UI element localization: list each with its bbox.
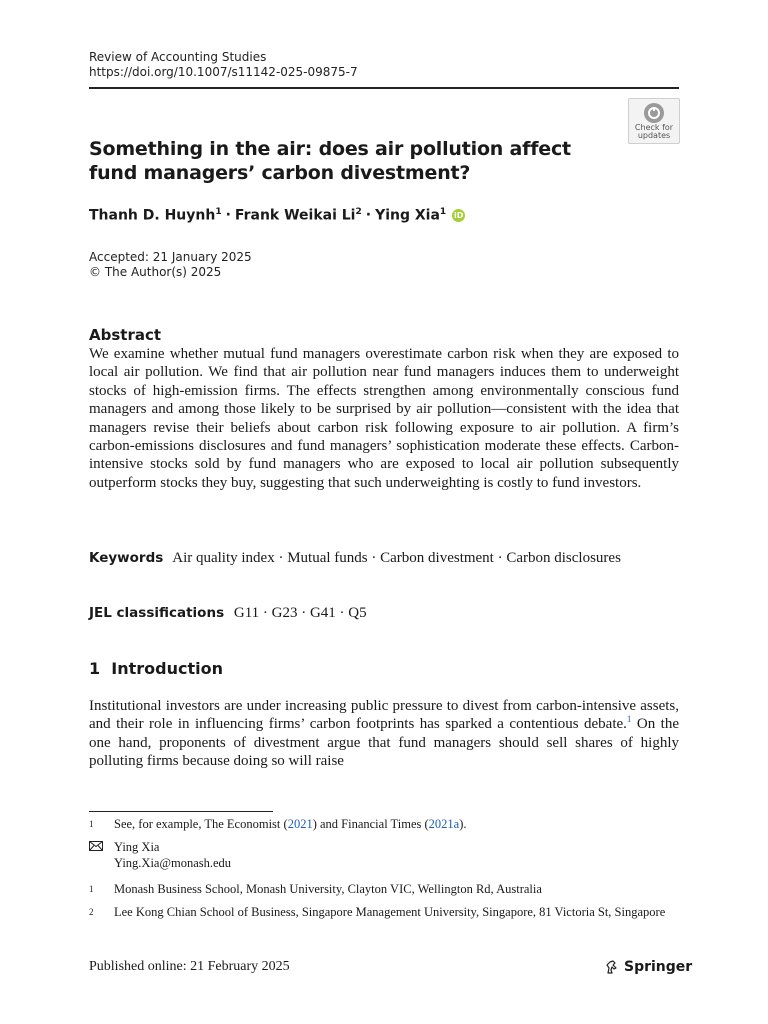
jel-label: JEL classifications bbox=[89, 605, 225, 621]
author-list bbox=[89, 207, 465, 224]
journal-doi[interactable]: https://doi.org/10.1007/s11142-025-09875-7 bbox=[89, 65, 358, 79]
jel-text: G11 · G23 · G41 · Q5 bbox=[233, 605, 367, 621]
orcid-icon[interactable]: iD bbox=[453, 210, 464, 220]
footnote-number: 1 bbox=[89, 819, 94, 829]
publisher-logo bbox=[604, 959, 692, 975]
author-separator: · bbox=[225, 207, 231, 224]
keywords-label: Keywords bbox=[89, 550, 164, 566]
header-rule bbox=[89, 87, 679, 89]
publisher-name: Springer bbox=[624, 959, 693, 975]
citation-link[interactable]: 2021 bbox=[287, 817, 313, 831]
author-separator: · bbox=[365, 207, 372, 224]
published-online: Published online: 21 February 2025 bbox=[89, 959, 290, 974]
badge-line-2: updates bbox=[637, 130, 671, 140]
article-dates bbox=[89, 250, 252, 280]
section-heading-introduction: 1 Introduction bbox=[89, 659, 223, 678]
affiliation-2: 2 Lee Kong Chian School of Business, Singapore Management University, Singapore, 81 Victoria St, Singapore bbox=[89, 905, 666, 919]
contact-email[interactable]: Ying.Xia@monash.edu bbox=[114, 856, 232, 870]
citation-link[interactable]: 2021a bbox=[428, 817, 460, 831]
journal-name: Review of Accounting Studies bbox=[89, 50, 267, 64]
keywords-section bbox=[89, 549, 679, 568]
abstract-text: We examine whether mutual fund managers overestimate carbon risk when they are exposed to local air pollution. We find that air pollution near fund managers induces them to underweight stocks of high-emission firms. The effects strengthen among environmentally conscious fund managers and among those likely to be surprised by air pollution—consistent with the idea that managers revise their beliefs about carbon risk following exposure to air pollution. A firm’s carbon-emissions disclosures and fund managers’ sophistication moderate these effects. Carbon-intensive stocks sold by fund managers who are exposed to local air pollution subsequently outperform stocks they buy, suggesting that such underweighting is costly to fund investors. bbox=[89, 346, 679, 491]
corresponding-author bbox=[89, 839, 231, 871]
abstract-heading: Abstract bbox=[89, 326, 162, 344]
jel-section bbox=[89, 604, 367, 623]
author-1[interactable]: Thanh D. Huynh$^1$ bbox=[89, 207, 222, 224]
affiliation-1: 1 Monash Business School, Monash University, Clayton VIC, Wellington Rd, Australia bbox=[89, 882, 542, 896]
keywords-text: Air quality index · Mutual funds · Carbon divestment · Carbon disclosures bbox=[172, 550, 621, 566]
check-updates-icon bbox=[644, 103, 664, 123]
footnote: 1 See, for example, The Economist (2021) and Financial Times (2021a). bbox=[89, 817, 467, 831]
footnote-reference[interactable]: 1 bbox=[626, 714, 632, 725]
springer-horse-icon bbox=[604, 959, 620, 975]
author-2[interactable]: Frank Weikai Li$^2$ bbox=[234, 207, 362, 224]
copyright: © The Author(s) 2025 bbox=[89, 265, 222, 279]
introduction-text: Institutional investors are under increasing public pressure to divest from carbon-intensive assets, and their role in influencing firms’ carbon footprints has sparked a contentious debate.$^1$ On the one hand, proponents of divestment argue that fund managers should sell shares of highly polluting firms because doing so will raise bbox=[89, 698, 679, 770]
journal-header bbox=[89, 50, 358, 80]
paper-title: Something in the air: does air pollution affect fund managers’ carbon divestment? bbox=[89, 138, 571, 184]
contact-name: Ying Xia bbox=[114, 840, 160, 854]
footnote-rule bbox=[89, 811, 273, 812]
check-for-updates-badge[interactable] bbox=[628, 98, 680, 144]
accepted-date: Accepted: 21 January 2025 bbox=[89, 250, 252, 264]
envelope-icon bbox=[89, 841, 103, 851]
badge-line-1: Check for bbox=[634, 122, 674, 132]
author-3[interactable]: Ying Xia$^1$ bbox=[375, 207, 447, 224]
